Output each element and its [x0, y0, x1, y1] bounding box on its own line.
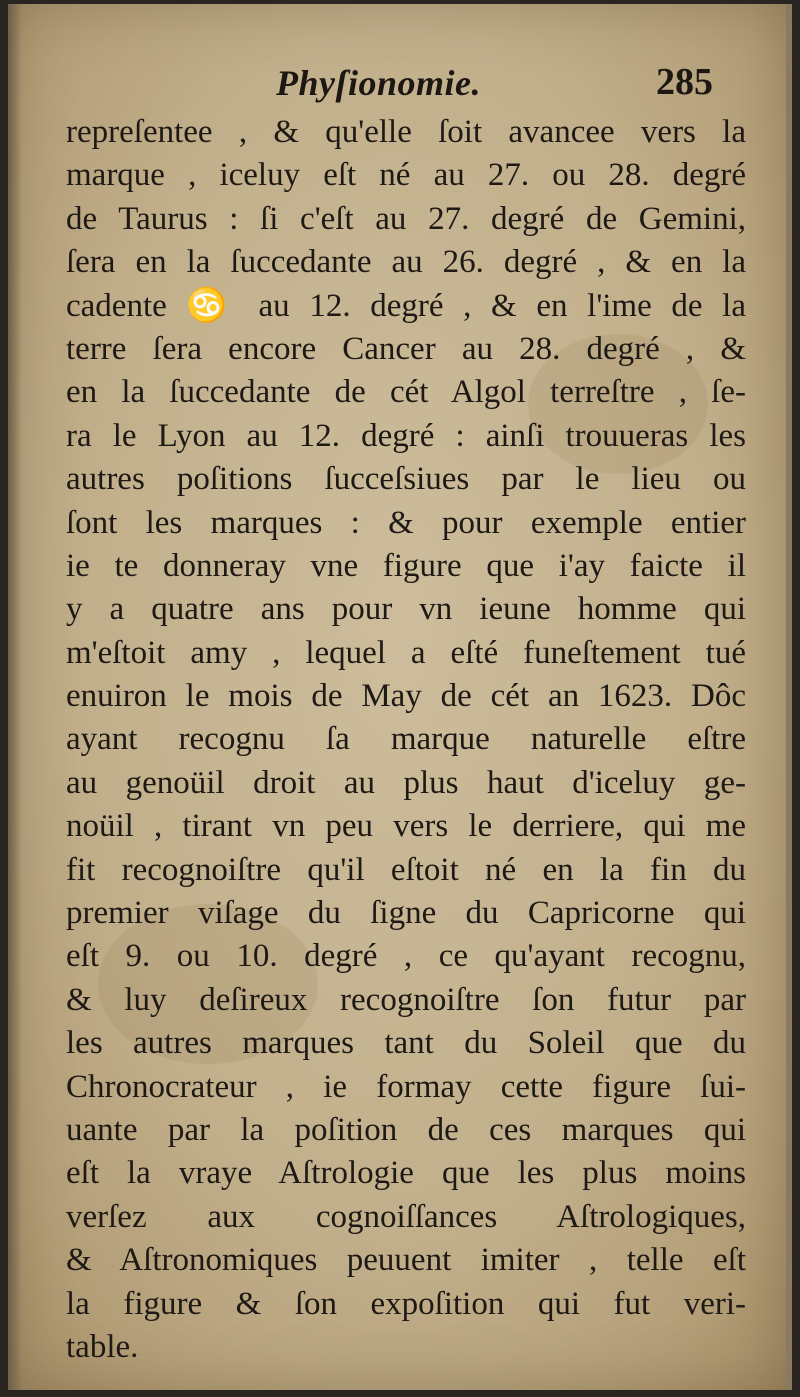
- running-head: Phyſionomie.: [276, 63, 481, 103]
- text-line: & Aſtronomiques peuuent imiter , telle eſt: [66, 1242, 746, 1279]
- text-line: fit recognoiſtre qu'il eſtoit né en la fin du: [66, 851, 746, 888]
- text-line: de Taurus : ſi c'eſt au 27. degré de Gemini,: [66, 200, 746, 237]
- page-gutter: [8, 4, 22, 1390]
- book-page: [8, 4, 792, 1390]
- text-line: uante par la poſition de ces marques qui: [66, 1111, 746, 1148]
- text-line: terre ſera encore Cancer au 28. degré , &: [66, 330, 746, 367]
- text-line: & luy deſireux recognoiſtre ſon futur par: [66, 981, 746, 1018]
- text-line: repreſentee , & qu'elle ſoit avancee vers la: [66, 114, 746, 150]
- page-number: 285: [656, 61, 713, 103]
- body-text: [66, 111, 746, 1369]
- text-line: ſont les marques : & pour exemple entier: [66, 504, 746, 541]
- text-line: verſez aux cognoiſſances Aſtrologiques,: [66, 1198, 746, 1235]
- text-line: cadente ♋ au 12. degré , & en l'ime de la: [66, 287, 746, 324]
- text-line: ie te donneray vne figure que i'ay faicte il: [66, 547, 746, 584]
- text-line: eſt la vraye Aſtrologie que les plus moins: [66, 1155, 746, 1192]
- text-line: ayant recognu ſa marque naturelle eſtre: [66, 721, 746, 758]
- text-line: en la ſuccedante de cét Algol terreſtre , ſe-: [66, 374, 746, 411]
- text-line: eſt 9. ou 10. degré , ce qu'ayant recognu,: [66, 938, 746, 975]
- text-line: Chronocrateur , ie formay cette figure ſui-: [66, 1068, 746, 1105]
- text-line: ſera en la ſuccedante au 26. degré , & en la: [66, 244, 746, 281]
- text-line: table.: [66, 1328, 139, 1365]
- page-header: [8, 56, 786, 106]
- text-line: au genoüil droit au plus haut d'iceluy ge-: [66, 764, 746, 801]
- text-line: autres poſitions ſucceſsiues par le lieu ou: [66, 461, 746, 498]
- text-line: premier viſage du ſigne du Capricorne qui: [66, 895, 746, 932]
- text-line: enuiron le mois de May de cét an 1623. Dôc: [66, 678, 746, 715]
- text-line: y a quatre ans pour vn ieune homme qui: [66, 591, 746, 628]
- text-line: la figure & ſon expoſition qui fut veri-: [66, 1285, 746, 1322]
- text-line: m'eſtoit amy , lequel a eſté funeſtement tué: [66, 634, 746, 671]
- text-line: les autres marques tant du Soleil que du: [66, 1025, 746, 1062]
- text-line: noüil , tirant vn peu vers le derriere, qui me: [66, 808, 746, 845]
- text-line: marque , iceluy eſt né au 27. ou 28. degré: [66, 157, 746, 194]
- text-line: ra le Lyon au 12. degré : ainſi trouueras les: [66, 417, 746, 454]
